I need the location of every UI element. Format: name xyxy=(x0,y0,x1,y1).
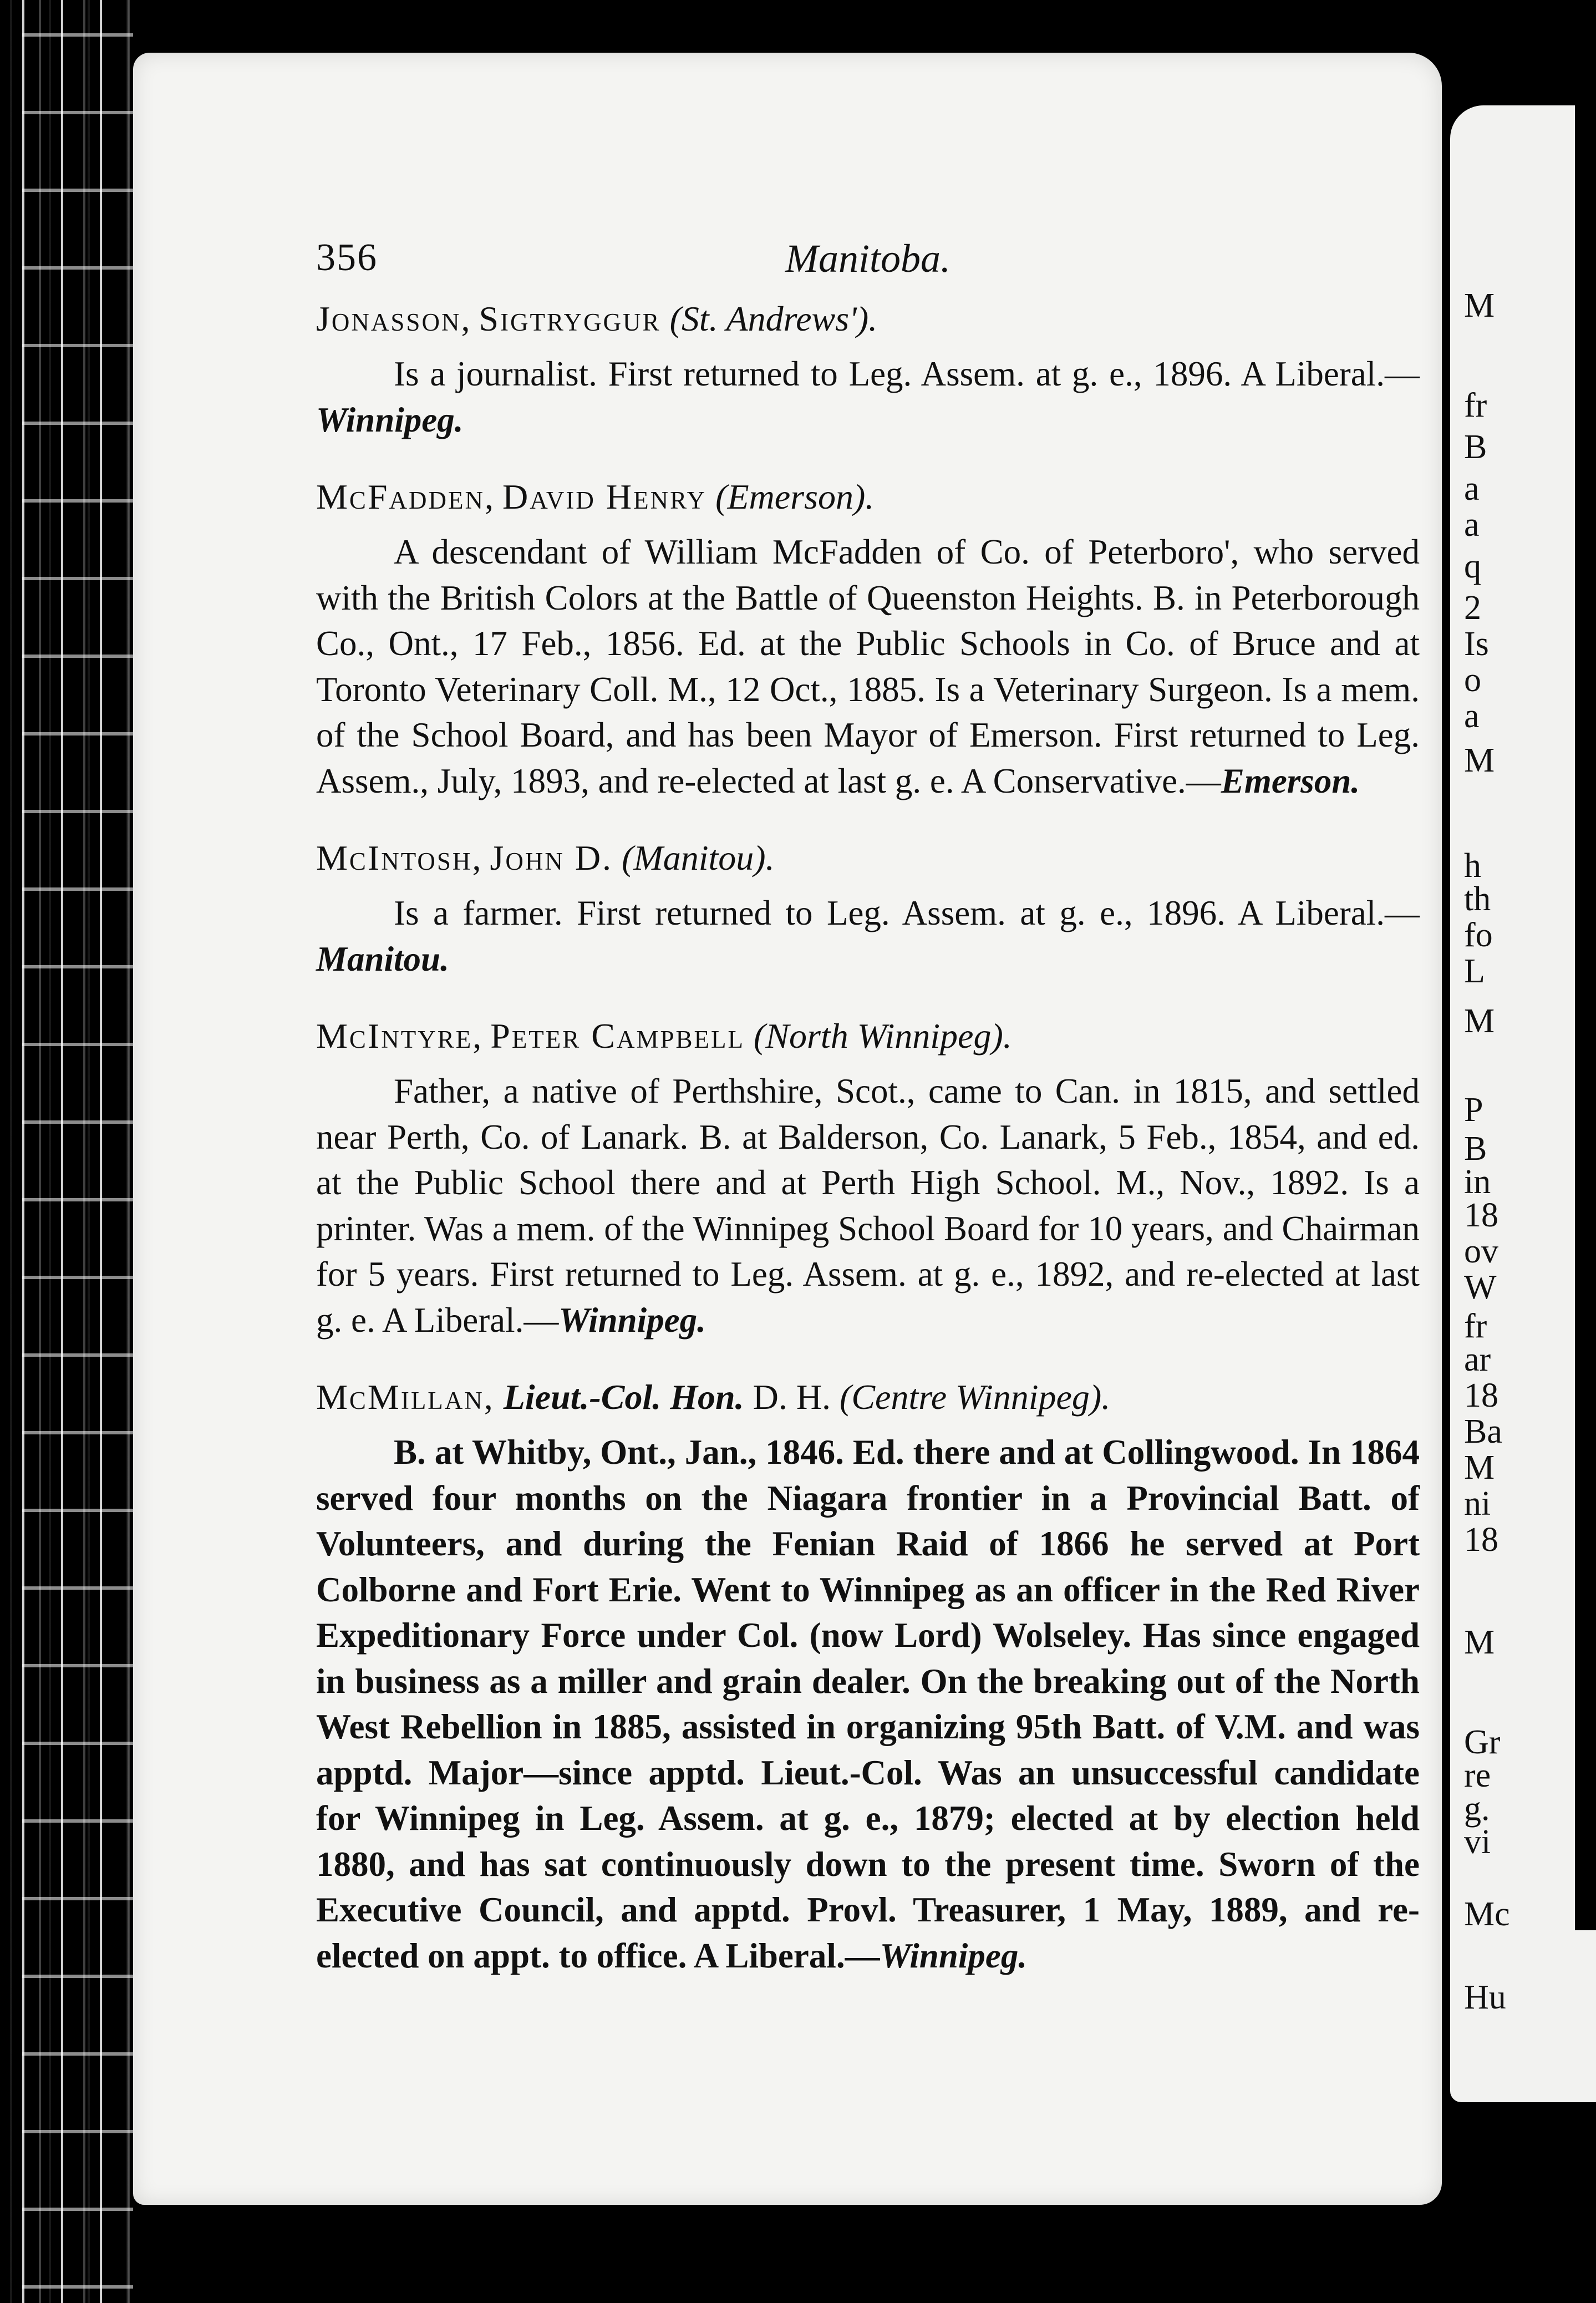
entry-constituency: (Manitou). xyxy=(622,838,775,877)
page-content xyxy=(316,236,1420,2011)
entry-constituency: (Emerson). xyxy=(715,477,875,516)
entry-given-name: John D. xyxy=(490,838,613,877)
entry-residence: Winnipeg. xyxy=(316,400,464,439)
entry-text: Is a farmer. First returned to Leg. Assem. at g. e., 1896. A Liberal.— xyxy=(394,894,1420,932)
facing-page-fragment: Hu xyxy=(1464,1979,1506,2016)
entry-body xyxy=(316,890,1420,982)
biography-entry xyxy=(316,475,1420,804)
entry-body xyxy=(316,351,1420,443)
facing-page-fragment: in xyxy=(1464,1163,1491,1201)
facing-page-fragment: g. xyxy=(1464,1790,1490,1828)
facing-page-fragment: L xyxy=(1464,952,1485,990)
entry-heading: McIntyre, Peter Campbell (North Winnipeg). xyxy=(316,1016,1012,1056)
entry-heading: McIntosh, John D. (Manitou). xyxy=(316,838,775,877)
facing-page-fragment: P xyxy=(1464,1091,1483,1129)
entry-body xyxy=(316,1429,1420,1979)
biography-entry xyxy=(316,836,1420,982)
facing-page-fragment: o xyxy=(1464,661,1481,699)
facing-page-fragment: fr xyxy=(1464,387,1487,424)
entry-residence: Emerson. xyxy=(1221,761,1360,800)
entry-given-name: Lieut.-Col. Hon. xyxy=(503,1377,744,1417)
facing-page-fragment: B xyxy=(1464,428,1487,466)
facing-page-fragment: M xyxy=(1464,742,1495,779)
biography-entry xyxy=(316,1014,1420,1343)
entry-surname: McMillan, xyxy=(316,1377,495,1417)
entry-surname: McIntyre xyxy=(316,1016,473,1056)
running-head: Manitoba. xyxy=(785,236,951,281)
facing-page-fragment: a xyxy=(1464,470,1480,508)
entry-body xyxy=(316,529,1420,804)
entry-text: A descendant of William McFadden of Co. of Peterboro', who served with the British Colors at the Battle of Queenston Heights. B. in Peterborough Co., Ont., 17 Feb., 1856. Ed. at the Public Schools in Co. of Bruce and at Toronto Veterinary Coll. M., 12 Oct., 1885. Is a Veterinary Surgeon. Is a mem. of the School Board, and has been Mayor of Emerson. First returned to Leg. Assem., July, 1893, and re-elected at last g. e. A Conservative.— xyxy=(316,532,1420,800)
facing-page-fragment: fr xyxy=(1464,1307,1487,1345)
facing-page-fragment: ar xyxy=(1464,1341,1491,1378)
facing-page-fragment: 18 xyxy=(1464,1521,1498,1559)
facing-page-fragment: a xyxy=(1464,506,1480,544)
facing-page-fragment: ni xyxy=(1464,1485,1491,1523)
entry-residence: Winnipeg. xyxy=(880,1936,1028,1975)
book-page xyxy=(133,53,1442,2205)
entry-given-name: David Henry xyxy=(502,477,707,516)
entry-text: B. at Whitby, Ont., Jan., 1846. Ed. there and at Collingwood. In 1864 served four months on the Niagara frontier in a Provincial Batt. of Volunteers, and during the Fenian Raid of 1866 he served at Port Colborne and Fort Erie. Went to Winnipeg as an officer in the Red River Expeditionary Force under Col. (now Lord) Wolseley. Has since engaged in business as a miller and grain dealer. On the breaking out of the North West Rebellion in 1885, assisted in organizing 95th Batt. of V.M. and was apptd. Major—since apptd. Lieut.-Col. Was an unsuccessful candidate for Winnipeg in Leg. Assem. at g. e., 1879; elected at by election held 1880, and has sat continuously down to the present time. Sworn of the Executive Council, and apptd. Provl. Treasurer, 1 May, 1889, and re-elected on appt. to office. A Liberal.— xyxy=(316,1433,1420,1975)
entry-surname: McFadden xyxy=(316,477,485,516)
facing-page-fragment: fo xyxy=(1464,916,1493,954)
entry-constituency: (St. Andrews'). xyxy=(669,299,878,338)
facing-page-fragment: W xyxy=(1464,1269,1497,1306)
facing-page-fragment: Is xyxy=(1464,625,1489,663)
entry-initials: D. H. xyxy=(753,1377,831,1417)
entry-constituency: (Centre Winnipeg). xyxy=(840,1377,1111,1417)
entry-residence: Winnipeg. xyxy=(558,1300,706,1340)
facing-page-fragment: 2 xyxy=(1464,589,1481,627)
entry-text: Is a journalist. First returned to Leg. Assem. at g. e., 1896. A Liberal.— xyxy=(394,354,1420,393)
facing-page-shadow xyxy=(1575,100,1596,1930)
facing-page-fragment: M xyxy=(1464,287,1495,324)
facing-page-fragment: B xyxy=(1464,1130,1487,1168)
facing-page-fragment: M xyxy=(1464,1002,1495,1040)
facing-page-fragment: 18 xyxy=(1464,1196,1498,1234)
facing-page-fragment: a xyxy=(1464,697,1480,735)
biography-entry xyxy=(316,297,1420,443)
entry-surname: McIntosh xyxy=(316,838,472,877)
biography-entry xyxy=(316,1375,1420,1979)
facing-page-fragment: vi xyxy=(1464,1823,1491,1861)
entry-heading: McFadden, David Henry (Emerson). xyxy=(316,477,875,516)
page-number: 356 xyxy=(316,236,378,279)
facing-page-fragment: q xyxy=(1464,547,1481,585)
facing-page-fragment: Ba xyxy=(1464,1413,1502,1450)
scan-noise xyxy=(22,0,133,2303)
facing-page-fragment: re xyxy=(1464,1757,1491,1794)
facing-page-fragment: M xyxy=(1464,1624,1495,1661)
entry-constituency: (North Winnipeg). xyxy=(754,1016,1012,1056)
facing-page-fragment: th xyxy=(1464,880,1491,918)
facing-page-fragment: M xyxy=(1464,1449,1495,1487)
entry-surname: Jonasson xyxy=(316,299,461,338)
facing-page-fragment: Mc xyxy=(1464,1895,1510,1933)
entry-text: Father, a native of Perthshire, Scot., came to Can. in 1815, and settled near Perth, Co. of Lanark. B. at Balderson, Co. Lanark, 5 Feb., 1854, and ed. at the Public School there and at Perth High School. M., Nov., 1892. Is a printer. Was a mem. of the Winnipeg School Board for 10 years, and Chairman for 5 years. First returned to Leg. Assem. at g. e., 1892, and re-elected at last g. e. A Liberal.— xyxy=(316,1072,1420,1340)
entry-residence: Manitou. xyxy=(316,939,449,978)
page-header xyxy=(316,236,1420,297)
entry-given-name: Peter Campbell xyxy=(490,1016,745,1056)
entry-given-name: Sigtryggur xyxy=(479,299,661,338)
facing-page-fragment: h xyxy=(1464,847,1481,885)
entry-body xyxy=(316,1068,1420,1343)
facing-page-fragment: Gr xyxy=(1464,1723,1501,1761)
entry-heading xyxy=(316,1375,1420,1419)
entry-heading: Jonasson, Sigtryggur (St. Andrews'). xyxy=(316,299,878,338)
facing-page-fragment: 18 xyxy=(1464,1377,1498,1414)
facing-page-fragment: ov xyxy=(1464,1232,1498,1270)
